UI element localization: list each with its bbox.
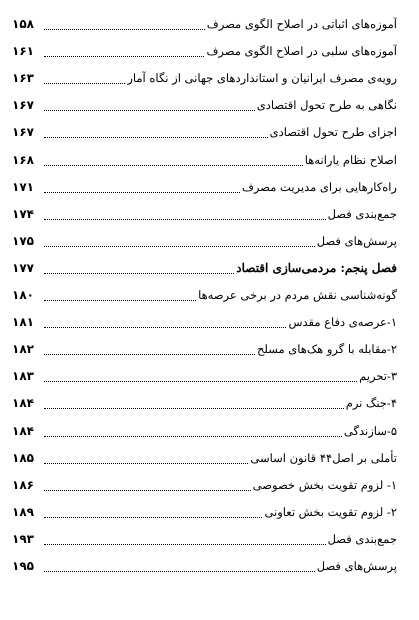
dot-leader bbox=[44, 407, 344, 409]
dot-leader bbox=[44, 218, 326, 220]
dot-leader bbox=[44, 82, 125, 84]
toc-entry-row bbox=[12, 200, 397, 227]
toc-entry-row bbox=[12, 444, 397, 471]
toc-entry-row bbox=[12, 471, 397, 498]
entry-title: جمع‌بندی فصل bbox=[327, 206, 397, 221]
toc-entry-row bbox=[12, 37, 397, 64]
dot-leader bbox=[44, 245, 315, 247]
page-number: ۱۸۴ bbox=[12, 396, 34, 411]
entry-title: راه‌کارهایی برای مدیریت مصرف bbox=[241, 179, 397, 194]
dot-leader bbox=[44, 191, 240, 193]
toc-entry-row bbox=[12, 335, 397, 362]
entry-title: گونه‌شناسی نقش مردم در برخی عرصه‌ها bbox=[198, 288, 397, 303]
toc-entry-row bbox=[12, 308, 397, 335]
dot-leader bbox=[44, 380, 357, 382]
toc-entry-row bbox=[12, 498, 397, 525]
page-number: ۱۸۲ bbox=[12, 342, 34, 357]
entry-title: پرسش‌های فصل bbox=[316, 558, 397, 573]
page-number: ۱۸۹ bbox=[12, 504, 34, 519]
dot-leader bbox=[44, 543, 326, 545]
toc-entry-row bbox=[12, 525, 397, 552]
chapter-title: فصل پنجم: مردمی‌سازی اقتصاد bbox=[236, 260, 397, 275]
page-number: ۱۸۳ bbox=[12, 369, 34, 384]
dot-leader bbox=[44, 136, 268, 138]
toc-entry-row bbox=[12, 10, 397, 37]
dot-leader bbox=[44, 272, 234, 274]
dot-leader bbox=[44, 326, 286, 328]
toc-entry-row bbox=[12, 145, 397, 172]
page-number: ۱۷۵ bbox=[12, 233, 34, 248]
page-number: ۱۸۰ bbox=[12, 288, 34, 303]
dot-leader bbox=[44, 55, 204, 57]
toc-entry-row bbox=[12, 173, 397, 200]
page-number: ۱۵۸ bbox=[12, 17, 34, 32]
entry-title: ۱-عرصه‌ی دفاع مقدس bbox=[288, 315, 397, 330]
toc-entry-row bbox=[12, 281, 397, 308]
page-number: ۱۸۴ bbox=[12, 423, 34, 438]
entry-title: پرسش‌های فصل bbox=[316, 233, 397, 248]
dot-leader bbox=[44, 516, 262, 518]
entry-title: ۳-تحریم bbox=[359, 369, 397, 384]
page-number: ۱۷۷ bbox=[12, 260, 34, 275]
page-number: ۱۷۴ bbox=[12, 206, 34, 221]
page-number: ۱۶۷ bbox=[12, 98, 34, 113]
entry-title: ۲-مقابله با گرو هک‌های مسلح bbox=[256, 342, 397, 357]
entry-title: اصلاح نظام یارانه‌ها bbox=[304, 152, 397, 167]
toc-entry-row bbox=[12, 227, 397, 254]
dot-leader bbox=[44, 164, 303, 166]
dot-leader bbox=[44, 109, 255, 111]
entry-title: اجزای طرح تحول اقتصادی bbox=[269, 125, 397, 140]
toc-entry-row bbox=[12, 362, 397, 389]
dot-leader bbox=[44, 462, 248, 464]
dot-leader bbox=[44, 435, 342, 437]
entry-title: ۴-جنگ نرم bbox=[345, 396, 397, 411]
toc-chapter-row bbox=[12, 254, 397, 281]
entry-title: آموزه‌های سلبی در اصلاح الگوی مصرف bbox=[206, 44, 397, 59]
page-number: ۱۶۱ bbox=[12, 44, 34, 59]
dot-leader bbox=[44, 570, 315, 572]
entry-title: آموزه‌های اثباتی در اصلاح الگوی مصرف bbox=[206, 17, 397, 32]
dot-leader bbox=[44, 28, 205, 30]
page-number: ۱۸۶ bbox=[12, 477, 34, 492]
toc-entry-row bbox=[12, 64, 397, 91]
entry-title: تأملی بر اصل۴۴ قانون اساسی bbox=[250, 450, 397, 465]
page-number: ۱۶۸ bbox=[12, 152, 34, 167]
page-number: ۱۶۳ bbox=[12, 71, 34, 86]
page-number: ۱۶۷ bbox=[12, 125, 34, 140]
toc-entry-row bbox=[12, 91, 397, 118]
dot-leader bbox=[44, 489, 251, 491]
page-number: ۱۹۳ bbox=[12, 531, 34, 546]
entry-title: ۲- لزوم تقویت بخش تعاونی bbox=[264, 504, 397, 519]
page-number: ۱۸۱ bbox=[12, 315, 34, 330]
toc-entry-row bbox=[12, 416, 397, 443]
toc-entry-row bbox=[12, 552, 397, 579]
entry-title: ۵-سازندگی bbox=[343, 423, 397, 438]
entry-title: نگاهی به طرح تحول اقتصادی bbox=[256, 98, 397, 113]
dot-leader bbox=[44, 353, 255, 355]
entry-title: رویه‌ی مصرف ایرانیان و استانداردهای جهانی از نگاه آمار bbox=[127, 71, 397, 86]
toc-entry-row bbox=[12, 389, 397, 416]
toc-entry-row bbox=[12, 118, 397, 145]
entry-title: ۱- لزوم تقویت بخش خصوصی bbox=[252, 477, 397, 492]
dot-leader bbox=[44, 299, 196, 301]
entry-title: جمع‌بندی فصل bbox=[327, 531, 397, 546]
page-number: ۱۹۵ bbox=[12, 558, 34, 573]
page-number: ۱۸۵ bbox=[12, 450, 34, 465]
page-number: ۱۷۱ bbox=[12, 179, 34, 194]
